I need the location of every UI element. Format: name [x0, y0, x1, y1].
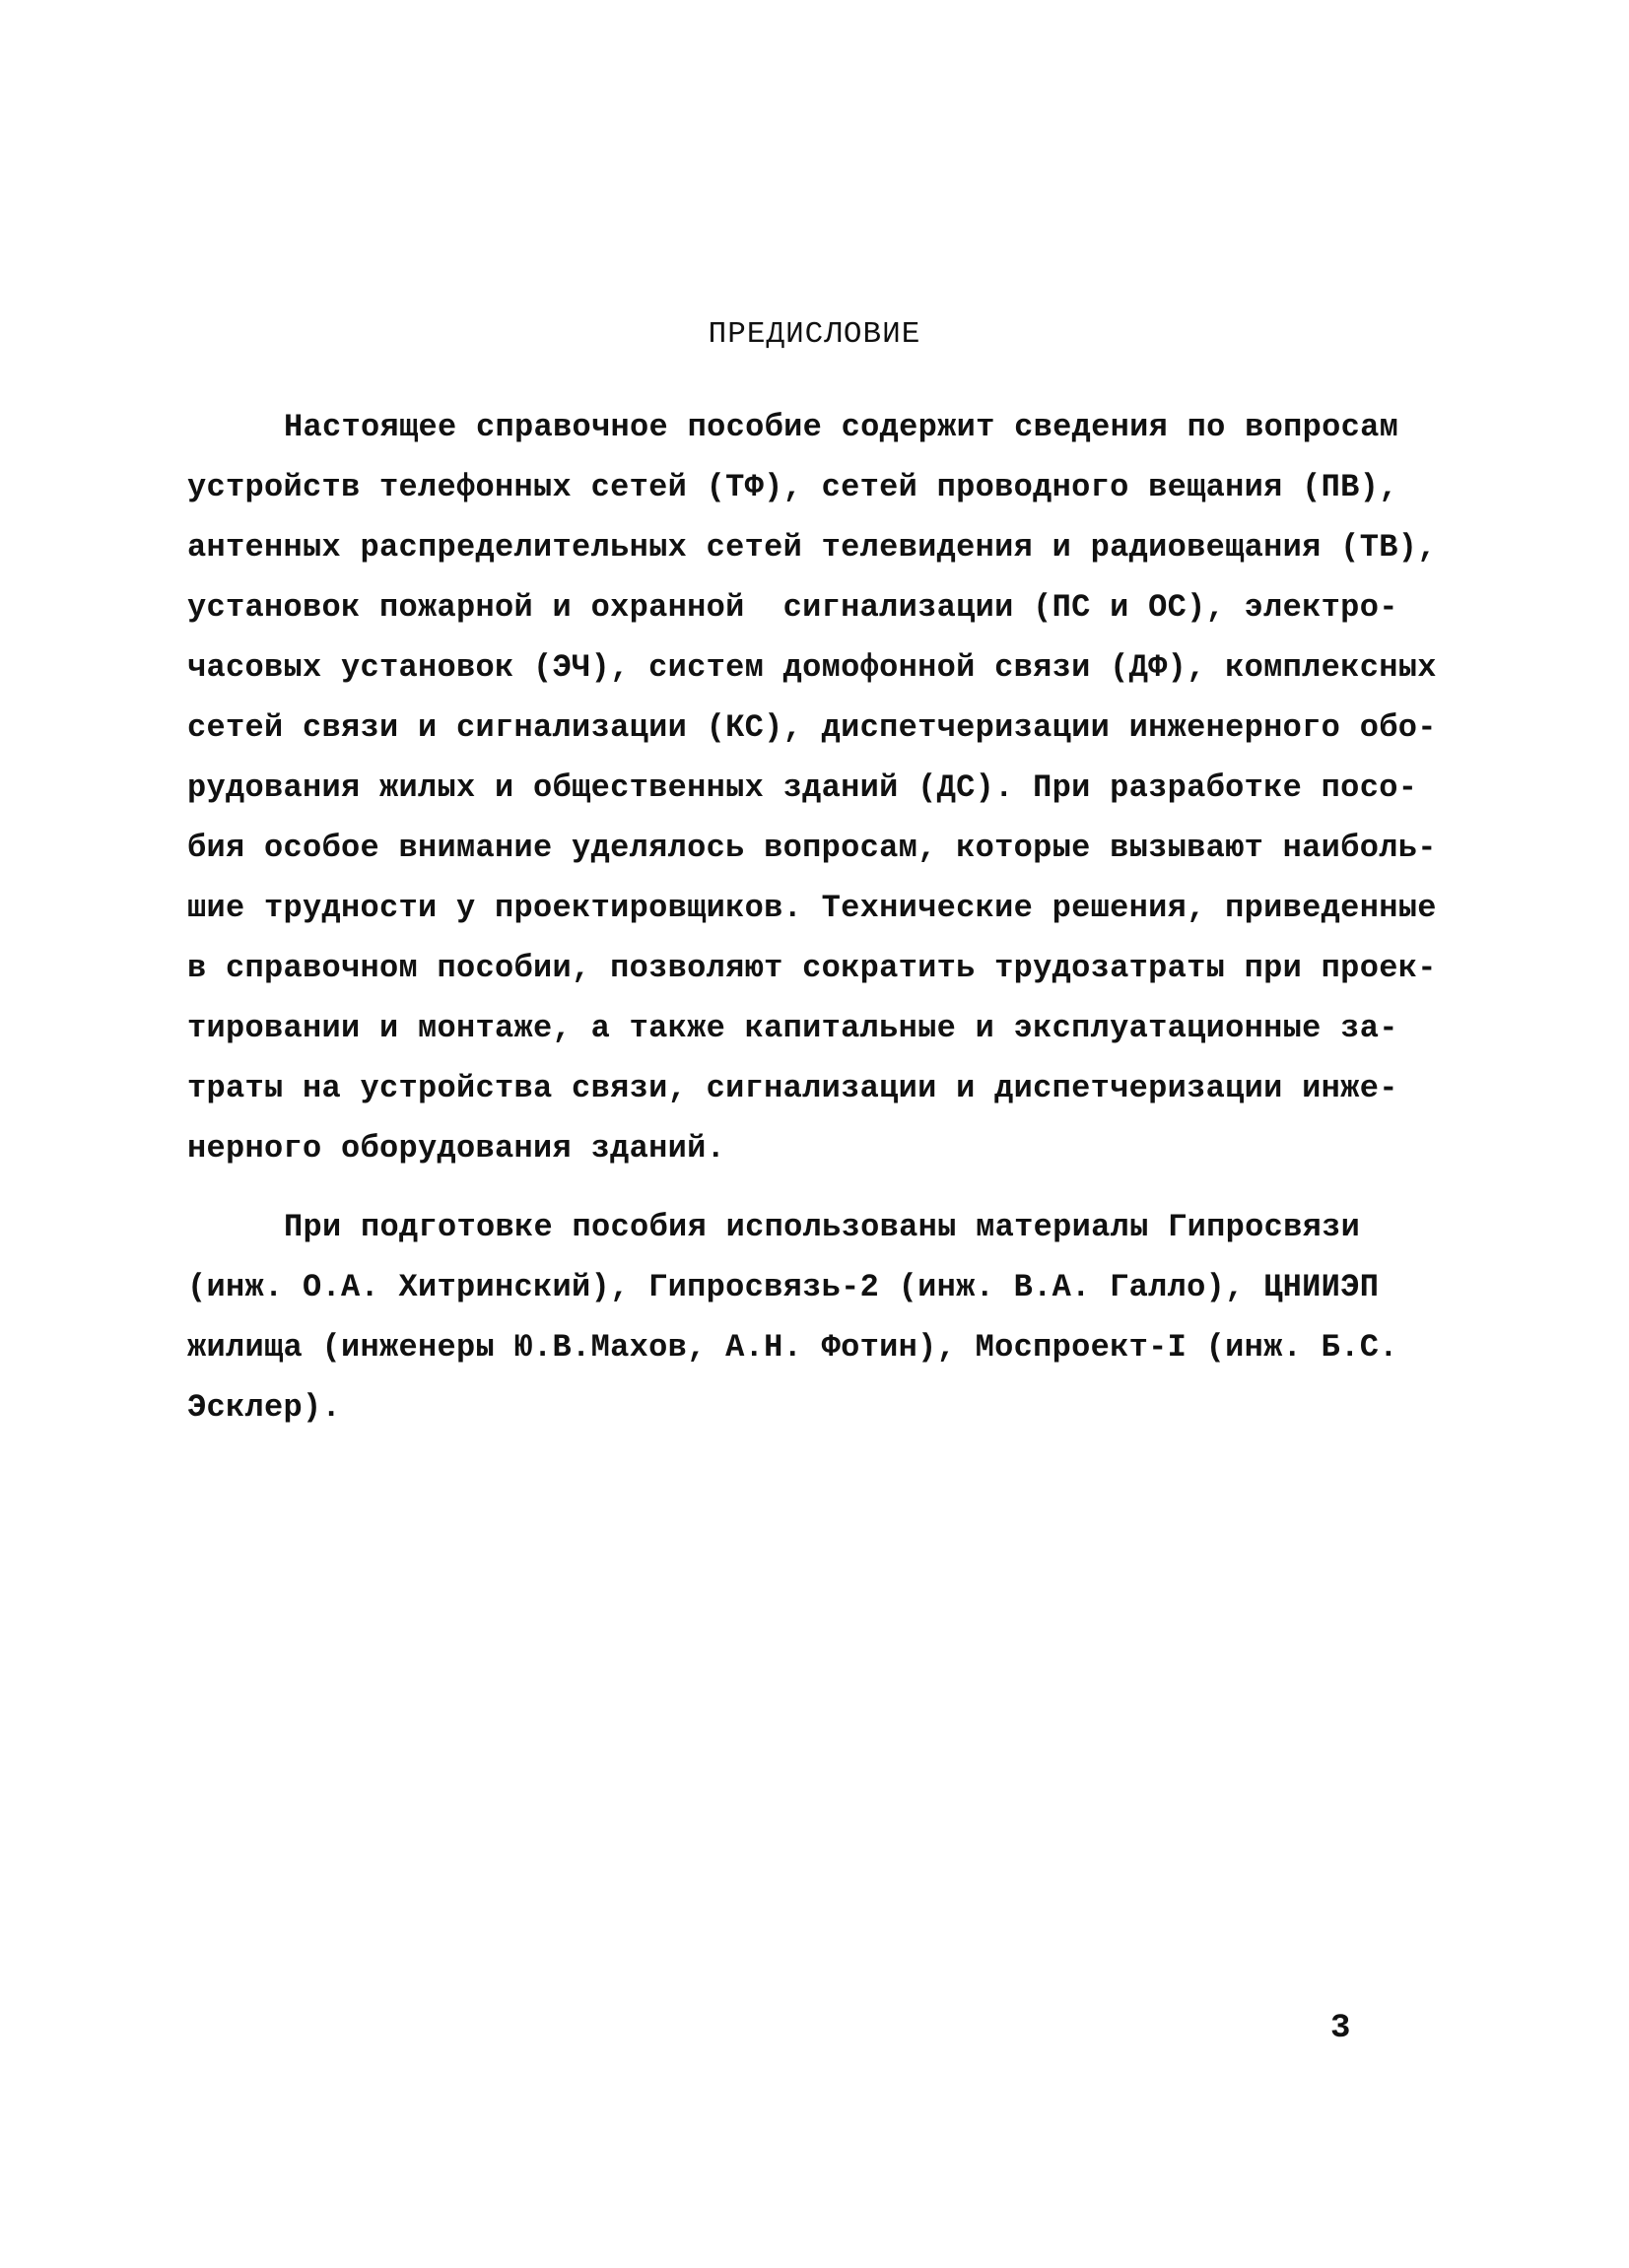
- paragraph-2-line: жилища (инженеры Ю.В.Махов, А.Н. Фотин), Моспроект-I (инж. Б.С.: [187, 1329, 1398, 1366]
- paragraph-1-line: траты на устройства связи, сигнализации и диспетчеризации инже-: [187, 1070, 1398, 1106]
- paragraph-2-line: Эсклер).: [187, 1389, 342, 1426]
- paragraph-1-line: рудования жилых и общественных зданий (ДС). При разработке посо-: [187, 769, 1418, 806]
- page-heading: ПРЕДИСЛОВИЕ: [708, 317, 921, 352]
- paragraph-1-line: шие трудности у проектировщиков. Технические решения, приведенные: [187, 890, 1437, 926]
- paragraph-2-line: При подготовке пособия использованы материалы Гипросвязи: [284, 1209, 1361, 1245]
- paragraph-1-line: нерного оборудования зданий.: [187, 1130, 726, 1167]
- paragraph-1-line: антенных распределительных сетей телевидения и радиовещания (ТВ),: [187, 529, 1437, 566]
- paragraph-2-line: (инж. О.А. Хитринский), Гипросвязь-2 (инж. В.А. Галло), ЦНИИЭП: [187, 1269, 1380, 1305]
- paragraph-1-line: бия особое внимание уделялось вопросам, которые вызывают наиболь-: [187, 830, 1437, 866]
- paragraph-1-line: установок пожарной и охранной сигнализации (ПС и ОС), электро-: [187, 589, 1398, 626]
- paragraph-1-line: часовых установок (ЭЧ), систем домофонной связи (ДФ), комплексных: [187, 649, 1437, 686]
- paragraph-1-line: тировании и монтаже, а также капитальные и эксплуатационные за-: [187, 1010, 1398, 1046]
- paragraph-1-line: сетей связи и сигнализации (КС), диспетчеризации инженерного обо-: [187, 709, 1437, 746]
- paragraph-1-line: устройств телефонных сетей (ТФ), сетей проводного вещания (ПВ),: [187, 469, 1398, 505]
- paragraph-1-line: в справочном пособии, позволяют сократить трудозатраты при проек-: [187, 950, 1437, 986]
- paragraph-1-line: Настоящее справочное пособие содержит сведения по вопросам: [284, 409, 1399, 445]
- page-number: 3: [1330, 2010, 1351, 2047]
